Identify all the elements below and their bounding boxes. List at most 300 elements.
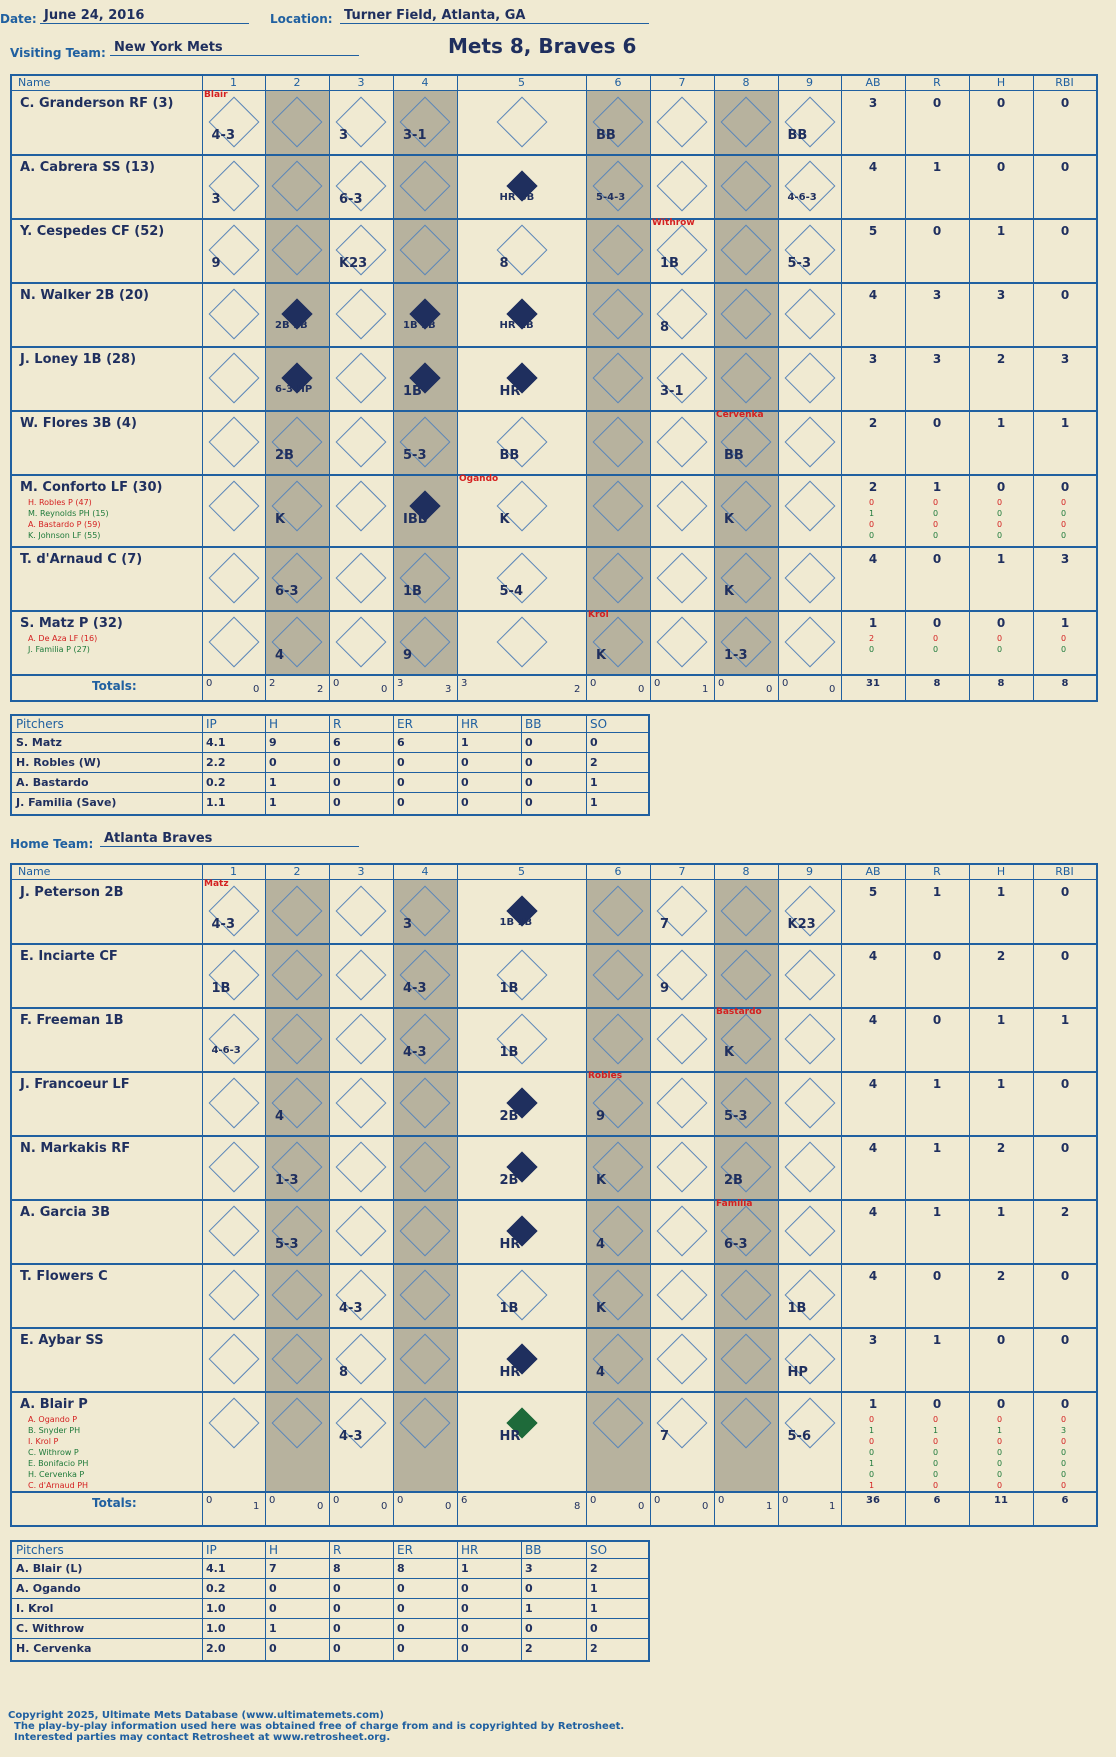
pitcher-stat: A. Bastardo xyxy=(16,776,89,789)
pitchers-column-header: BB xyxy=(525,1543,542,1557)
column-divider xyxy=(457,865,458,1525)
column-header: RBI xyxy=(1055,865,1074,878)
play-notation: 9 xyxy=(211,256,221,271)
play-notation: 6-3 xyxy=(339,192,363,207)
inning-hits: 0 xyxy=(381,684,388,695)
pitchers-column-divider xyxy=(521,716,522,814)
team-total: 6 xyxy=(1061,1495,1069,1506)
team-total: 6 xyxy=(933,1495,941,1506)
play-notation: HR xyxy=(499,1365,521,1380)
play-notation: K23 xyxy=(339,256,368,271)
team-total: 36 xyxy=(866,1495,880,1506)
column-divider xyxy=(265,865,266,1525)
batter-stat: 1 xyxy=(932,1077,942,1091)
pitcher-stat: 0 xyxy=(461,756,469,769)
play-notation: 9 xyxy=(596,1109,606,1124)
column-header: 3 xyxy=(357,865,365,878)
sub-name: I. Krol P xyxy=(28,1437,59,1446)
batter-stat: 1 xyxy=(996,1077,1006,1091)
retrosheet-line: The play-by-play information used here was obtained free of charge from and is copyrighted by Retrosheet. xyxy=(14,1721,625,1732)
sub-stat: 0 xyxy=(1061,1481,1067,1490)
pitchers-column-header: IP xyxy=(206,717,217,731)
sub-name: M. Reynolds PH (15) xyxy=(28,509,109,518)
batter-stat: 1 xyxy=(932,885,942,899)
pitcher-stat: 0 xyxy=(461,1642,469,1655)
pitcher-stat: 0 xyxy=(525,756,533,769)
batter-name: A. Cabrera SS (13) xyxy=(20,160,155,175)
sub-name: C. d'Arnaud PH xyxy=(28,1481,89,1490)
pitcher-stat: 1 xyxy=(590,1602,598,1615)
sub-stat: 3 xyxy=(1061,1426,1067,1435)
batter-stat: 1 xyxy=(996,1013,1006,1027)
date-label: Date: xyxy=(0,12,37,26)
sub-stat: 0 xyxy=(997,634,1003,643)
play-notation: 1-3 xyxy=(275,1173,299,1188)
column-divider xyxy=(393,76,394,700)
batter-stat: 4 xyxy=(868,949,878,963)
pitcher-stat: 1.0 xyxy=(206,1622,226,1635)
column-header: 6 xyxy=(614,76,622,89)
pitchers-column-header: SO xyxy=(590,717,608,731)
sub-stat: 0 xyxy=(933,634,939,643)
batter-stat: 0 xyxy=(996,616,1006,630)
play-notation: 2B xyxy=(275,448,294,463)
inning-hits: 2 xyxy=(317,684,324,695)
pitchers-row-divider xyxy=(12,792,648,793)
visiting-scorecard xyxy=(10,74,1098,702)
play-notation: IBB xyxy=(403,512,428,527)
pitcher-stat: 0 xyxy=(525,796,533,809)
pitcher-change-note: Matz xyxy=(204,879,229,889)
pitchers-column-divider xyxy=(329,1542,330,1660)
play-notation: 8 xyxy=(660,320,670,335)
pitchers-column-divider xyxy=(329,716,330,814)
batter-stat: 3 xyxy=(1060,352,1070,366)
base-diamond xyxy=(336,886,387,937)
pitcher-change-note: Krol xyxy=(588,610,609,620)
footer xyxy=(8,1710,624,1743)
sub-stat: 0 xyxy=(1061,1415,1067,1424)
sub-stat: 0 xyxy=(869,498,875,507)
column-divider xyxy=(265,76,266,700)
date-value: June 24, 2016 xyxy=(40,8,249,24)
base-diamond xyxy=(208,617,259,668)
pitchers-header xyxy=(12,716,648,733)
pitcher-stat: 6 xyxy=(333,736,341,749)
pitcher-stat: 0 xyxy=(397,776,405,789)
sub-stat: 0 xyxy=(1061,531,1067,540)
batter-stat: 0 xyxy=(932,552,942,566)
pitcher-stat: S. Matz xyxy=(16,736,62,749)
column-header: 1 xyxy=(230,76,237,89)
pitcher-stat: 1 xyxy=(269,1622,277,1635)
pitcher-stat: 0 xyxy=(397,1622,405,1635)
base-diamond xyxy=(657,1334,708,1385)
column-divider xyxy=(650,865,651,1525)
pitcher-stat: 2.0 xyxy=(206,1642,226,1655)
base-diamond xyxy=(657,1142,708,1193)
batter-stat: 0 xyxy=(1060,288,1070,302)
column-divider xyxy=(650,76,651,700)
batter-name: T. Flowers C xyxy=(20,1269,108,1284)
inning-hits: 1 xyxy=(766,1501,773,1512)
pitcher-stat: 0 xyxy=(333,796,341,809)
pitcher-stat: 0 xyxy=(397,756,405,769)
play-notation: 4-3 xyxy=(211,917,235,932)
base-diamond xyxy=(784,417,835,468)
play-notation: 3-1 xyxy=(403,128,427,143)
column-header: 5 xyxy=(518,865,525,878)
pitcher-stat: 3 xyxy=(525,1562,533,1575)
pitchers-column-divider xyxy=(586,716,587,814)
sub-stat: 1 xyxy=(869,1481,875,1490)
sub-stat: 0 xyxy=(869,1415,875,1424)
batter-stat: 0 xyxy=(932,96,942,110)
play-notation: 5-4 xyxy=(499,584,523,599)
column-divider xyxy=(202,76,203,700)
column-header: R xyxy=(933,865,941,878)
play-notation: 2B xyxy=(499,1109,519,1124)
pitcher-stat: 0 xyxy=(333,1642,341,1655)
team-total: 8 xyxy=(933,678,941,689)
location-label: Location: xyxy=(270,12,333,26)
batter-stat: 2 xyxy=(868,416,878,430)
batter-stat: 3 xyxy=(868,96,878,110)
pitcher-stat: J. Familia (Save) xyxy=(16,796,117,809)
play-notation: HR BB xyxy=(499,192,535,203)
pitchers-column-header: BB xyxy=(525,717,542,731)
batter-stat: 0 xyxy=(1060,1269,1070,1283)
column-header: R xyxy=(933,76,941,89)
column-divider xyxy=(329,865,330,1525)
play-notation: K xyxy=(724,1045,735,1060)
base-diamond xyxy=(336,1206,387,1257)
inning-hits: 0 xyxy=(253,684,260,695)
inning-runs: 6 xyxy=(461,1495,468,1506)
totals-label: Totals: xyxy=(92,679,137,693)
team-total: 11 xyxy=(994,1495,1008,1506)
sub-stat: 0 xyxy=(997,645,1003,654)
column-header-row xyxy=(12,865,1096,880)
play-notation: 1B 1B xyxy=(499,917,533,928)
row-divider xyxy=(12,1391,1096,1393)
sub-stat: 0 xyxy=(997,520,1003,529)
pitchers-header xyxy=(12,1542,648,1559)
inning-hits: 0 xyxy=(766,684,773,695)
pitchers-column-divider xyxy=(202,716,203,814)
pitcher-stat: 0 xyxy=(525,1622,533,1635)
batter-stat: 0 xyxy=(932,224,942,238)
play-notation: 5-3 xyxy=(275,1237,299,1252)
base-diamond xyxy=(208,1142,259,1193)
base-diamond xyxy=(336,417,387,468)
batter-stat: 2 xyxy=(868,480,878,494)
batter-stat: 4 xyxy=(868,1077,878,1091)
pitchers-column-header: ER xyxy=(397,717,413,731)
base-diamond xyxy=(784,161,835,212)
row-divider xyxy=(12,218,1096,220)
base-diamond xyxy=(657,617,708,668)
base-diamond xyxy=(784,481,835,532)
batter-stat: 0 xyxy=(1060,1397,1070,1411)
base-diamond xyxy=(336,553,387,604)
column-header: 4 xyxy=(421,865,429,878)
batter-stat: 4 xyxy=(868,1269,878,1283)
pitcher-stat: 6 xyxy=(397,736,405,749)
base-diamond xyxy=(336,617,387,668)
pitchers-column-header: H xyxy=(269,717,279,731)
row-divider xyxy=(12,1071,1096,1073)
base-diamond xyxy=(208,1270,259,1321)
row-divider xyxy=(12,943,1096,945)
sub-stat: 0 xyxy=(933,531,939,540)
pitcher-change-note: Robles xyxy=(588,1071,623,1081)
column-divider xyxy=(778,76,779,700)
play-notation: 2B 1B xyxy=(275,320,308,331)
pitchers-column-divider xyxy=(586,1542,587,1660)
batter-stat: 2 xyxy=(996,352,1006,366)
pitchers-column-divider xyxy=(202,1542,203,1660)
base-diamond xyxy=(336,353,387,404)
play-notation: 1-3 xyxy=(724,648,748,663)
play-notation: 2B xyxy=(499,1173,519,1188)
batter-name: S. Matz P (32) xyxy=(20,616,123,631)
batter-stat: 2 xyxy=(996,1141,1006,1155)
inning-runs: 0 xyxy=(397,1495,404,1506)
sub-stat: 0 xyxy=(1061,509,1067,518)
column-divider xyxy=(329,76,330,700)
inning-runs: 0 xyxy=(718,678,725,689)
pitcher-stat: 0 xyxy=(461,1622,469,1635)
pitchers-column-header: HR xyxy=(461,717,479,731)
sub-stat: 0 xyxy=(1061,498,1067,507)
batter-name: Y. Cespedes CF (52) xyxy=(20,224,165,239)
play-notation: K xyxy=(724,512,735,527)
sub-stat: 0 xyxy=(869,645,875,654)
batter-stat: 5 xyxy=(868,224,878,238)
play-notation: 3 xyxy=(403,917,413,932)
play-notation: 3-1 xyxy=(660,384,684,399)
base-diamond xyxy=(784,1014,835,1065)
pitchers-column-header: Pitchers xyxy=(16,717,64,731)
totals-label: Totals: xyxy=(92,1496,137,1510)
row-divider xyxy=(12,282,1096,284)
play-notation: 4 xyxy=(275,1109,285,1124)
batter-stat: 1 xyxy=(932,1333,942,1347)
inning-hits: 8 xyxy=(574,1501,581,1512)
batter-name: J. Francoeur LF xyxy=(20,1077,130,1092)
pitchers-column-divider xyxy=(265,716,266,814)
column-header: 7 xyxy=(678,76,686,89)
inning-hits: 0 xyxy=(317,1501,324,1512)
pitcher-stat: 1 xyxy=(525,1602,533,1615)
play-notation: HR 1B xyxy=(499,320,534,331)
inning-runs: 0 xyxy=(590,1495,597,1506)
sub-name: H. Cervenka P xyxy=(28,1470,85,1479)
column-header-row xyxy=(12,76,1096,91)
pitcher-stat: 0 xyxy=(269,1602,277,1615)
play-notation: 1B 1B xyxy=(403,320,436,331)
pitcher-stat: 0 xyxy=(333,776,341,789)
pitcher-stat: 0 xyxy=(397,1642,405,1655)
play-notation: 4 xyxy=(596,1365,606,1380)
pitchers-row-divider xyxy=(12,1558,648,1559)
retrosheet-contact-line: Interested parties may contact Retrosheet at www.retrosheet.org. xyxy=(14,1732,391,1743)
play-notation: 5-3 xyxy=(787,256,811,271)
batter-name: J. Peterson 2B xyxy=(20,885,124,900)
pitcher-stat: 0.2 xyxy=(206,1582,226,1595)
sub-stat: 0 xyxy=(869,1470,875,1479)
play-notation: 3 xyxy=(339,128,349,143)
batter-stat: 0 xyxy=(996,1397,1006,1411)
row-divider xyxy=(12,1263,1096,1265)
pitchers-column-header: HR xyxy=(461,1543,479,1557)
pitcher-stat: 0 xyxy=(590,1622,598,1635)
sub-stat: 0 xyxy=(933,509,939,518)
column-divider xyxy=(969,865,970,1525)
play-notation: 1B xyxy=(211,981,231,996)
play-notation: 1B xyxy=(787,1301,807,1316)
sub-stat: 1 xyxy=(869,1459,875,1468)
pitchers-column-divider xyxy=(393,1542,394,1660)
batter-name: E. Inciarte CF xyxy=(20,949,118,964)
batter-stat: 2 xyxy=(996,1269,1006,1283)
pitcher-change-note: Familia xyxy=(716,1199,753,1209)
sub-stat: 0 xyxy=(933,520,939,529)
play-notation: K xyxy=(596,648,607,663)
column-header: H xyxy=(996,865,1006,878)
base-diamond xyxy=(208,417,259,468)
base-diamond xyxy=(208,353,259,404)
inning-runs: 3 xyxy=(397,678,404,689)
home-team-label: Home Team: xyxy=(10,837,94,851)
column-divider xyxy=(778,865,779,1525)
batter-stat: 1 xyxy=(932,480,942,494)
base-diamond xyxy=(657,1078,708,1129)
sub-stat: 0 xyxy=(1061,634,1067,643)
home-team-name: Atlanta Braves xyxy=(100,831,359,847)
base-diamond xyxy=(784,617,835,668)
pitchers-row-divider xyxy=(12,732,648,733)
batter-stat: 1 xyxy=(996,416,1006,430)
sub-stat: 0 xyxy=(1061,1470,1067,1479)
sub-stat: 0 xyxy=(997,1470,1003,1479)
pitcher-stat: 4.1 xyxy=(206,736,226,749)
play-notation: 2B xyxy=(724,1173,743,1188)
batter-name: E. Aybar SS xyxy=(20,1333,104,1348)
visiting-team-name: New York Mets xyxy=(110,40,359,56)
inning-runs: 0 xyxy=(333,678,340,689)
base-diamond xyxy=(208,1206,259,1257)
play-notation: 3 xyxy=(211,192,221,207)
location-value: Turner Field, Atlanta, GA xyxy=(340,8,649,24)
pitchers-row-divider xyxy=(12,772,648,773)
sub-name: H. Robles P (47) xyxy=(28,498,92,507)
batter-stat: 0 xyxy=(996,160,1006,174)
row-divider xyxy=(12,410,1096,412)
sub-stat: 0 xyxy=(1061,645,1067,654)
pitcher-stat: 8 xyxy=(397,1562,405,1575)
pitcher-stat: 8 xyxy=(333,1562,341,1575)
sub-name: K. Johnson LF (55) xyxy=(28,531,101,540)
play-notation: 4-6-3 xyxy=(787,192,817,203)
sub-name: J. Familia P (27) xyxy=(28,645,90,654)
play-notation: K xyxy=(596,1301,607,1316)
sub-stat: 0 xyxy=(869,531,875,540)
inning-runs: 0 xyxy=(654,1495,661,1506)
play-notation: 5-3 xyxy=(724,1109,748,1124)
pitchers-column-header: SO xyxy=(590,1543,608,1557)
team-total: 31 xyxy=(866,678,880,689)
batter-name: W. Flores 3B (4) xyxy=(20,416,137,431)
inning-hits: 0 xyxy=(829,684,836,695)
play-notation: HR xyxy=(499,384,521,399)
batter-stat: 2 xyxy=(1060,1205,1070,1219)
base-diamond xyxy=(208,553,259,604)
team-total: 8 xyxy=(1061,678,1069,689)
batter-stat: 4 xyxy=(868,288,878,302)
batter-stat: 0 xyxy=(996,96,1006,110)
pitcher-stat: 0 xyxy=(397,796,405,809)
base-diamond xyxy=(208,1334,259,1385)
batter-name: M. Conforto LF (30) xyxy=(20,480,163,495)
pitcher-stat: 0 xyxy=(333,1582,341,1595)
batter-stat: 1 xyxy=(932,1205,942,1219)
column-header: 9 xyxy=(806,76,813,89)
pitcher-stat: 0 xyxy=(269,1642,277,1655)
batter-stat: 0 xyxy=(1060,949,1070,963)
batter-stat: 0 xyxy=(932,416,942,430)
column-header: 9 xyxy=(806,865,813,878)
column-header: 7 xyxy=(678,865,686,878)
pitchers-row-divider xyxy=(12,1638,648,1639)
column-divider xyxy=(586,76,587,700)
sub-stat: 0 xyxy=(997,1448,1003,1457)
batter-stat: 1 xyxy=(932,1141,942,1155)
play-notation: 4 xyxy=(596,1237,606,1252)
pitcher-stat: 0 xyxy=(397,1602,405,1615)
sub-stat: 0 xyxy=(933,1415,939,1424)
row-divider xyxy=(12,610,1096,612)
row-divider xyxy=(12,546,1096,548)
sub-name: A. Ogando P xyxy=(28,1415,78,1424)
base-diamond xyxy=(657,481,708,532)
pitcher-change-note: Bastardo xyxy=(716,1007,762,1017)
sub-stat: 0 xyxy=(997,531,1003,540)
batter-stat: 1 xyxy=(996,1205,1006,1219)
row-divider xyxy=(12,1007,1096,1009)
batter-stat: 0 xyxy=(1060,1077,1070,1091)
play-notation: 6-3 xyxy=(275,584,299,599)
play-notation: K xyxy=(275,512,286,527)
batter-stat: 1 xyxy=(868,1397,878,1411)
batter-stat: 1 xyxy=(1060,416,1070,430)
pitcher-change-note: Ogando xyxy=(459,474,499,484)
sub-stat: 0 xyxy=(869,1437,875,1446)
pitchers-column-header: ER xyxy=(397,1543,413,1557)
base-diamond xyxy=(336,481,387,532)
pitchers-row-divider xyxy=(12,752,648,753)
batter-stat: 3 xyxy=(932,352,942,366)
pitcher-stat: 2 xyxy=(590,1562,598,1575)
inning-runs: 0 xyxy=(333,1495,340,1506)
inning-hits: 0 xyxy=(702,1501,709,1512)
row-divider xyxy=(12,1135,1096,1137)
play-notation: 4-6-3 xyxy=(211,1045,241,1056)
totals-divider xyxy=(12,674,1096,676)
batter-stat: 1 xyxy=(1060,616,1070,630)
pitcher-stat: 0 xyxy=(397,1582,405,1595)
